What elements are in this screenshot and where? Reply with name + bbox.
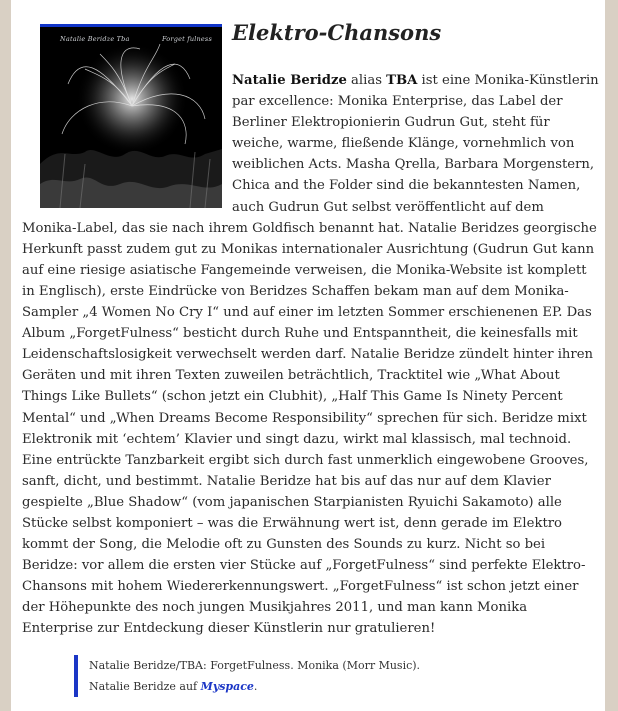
article-title: Elektro-Chansons [232,20,442,45]
myspace-link[interactable]: Myspace [200,680,254,693]
body-text-2: ist eine Monika-Künstlerin par excellence: Monika Enterprise, das Label der Berliner Elektropionierin Gudrun Gut, steht für weiche, warme, fließende Klänge, vornehmlich von weiblichen Acts. Masha Qrella, Barbara Morgenstern, Chica and the Folder sind die bekanntesten Namen, auch Gudrun Gut selbst veröffentlicht auf dem Monika-Label, das sie nach ihrem Goldfisch benannt hat. Natalie Beridzes georgische Herkunft passt zudem gut zu Monikas internationaler Ausrichtung (Gudrun Gut kann auf eine riesige asiatische Fangemeinde verweisen, die Monika-Website ist komplett in Englisch), erste Eindrücke von Beridzes Schaffen bekam man auf dem Monika-Sampler „4 Women No Cry I“ und auf einer im letzten Sommer erschienenen EP. Das Album „ForgetFulness“ besticht durch Ruhe und Entspanntheit, die keinesfalls mit Leidenschaftslosigkeit verwechselt werden darf. Natalie Beridze zündelt hinter ihren Geräten und mit ihren Texten zuweilen beträchtlich, Tracktitel wie „What About Things Like Bullets“ (schon jetzt ein Clubhit), „Half This Game Is Ninety Percent Mental“ und „When Dreams Become Responsibility“ sprechen für sich. Beridze mixt Elektronik mit ‘echtem’ Klavier und singt dazu, wirkt mal klassisch, mal technoid. Eine entrückte Tanzbarkeit ergibt sich durch fast unmerklich eingewobene Grooves, sanft, dicht, und bestimmt. Natalie Beridze hat bis auf das nur auf dem Klavier gespielte „Blue Shadow“ (vom japanischen Starpianisten Ryuichi Sakamoto) alle Stücke selbst komponiert – was die Erwähnung wert ist, denn gerade im Elektro kommt der Song, die Melodie oft zu Gunsten des Sounds zu kurz. Nicht so bei Beridze: vor allem die ersten vier Stücke auf „ForgetFulness“ sind perfekte Elektro-Chansons mit hohem Wiedererkennungswert. „ForgetFulness“ ist schon jetzt einer der Höhepunkte des noch jungen Musikjahres 2011, und man kann Monika Enterprise zur Entdeckung dieser Künstlerin nur gratulieren! [22,73,599,637]
cover-title-text [60,35,212,43]
myspace-suffix: . [253,680,258,693]
artist-name-bold: Natalie Beridze [232,73,347,88]
cover-artist: Natalie Beridze Tba [60,35,130,43]
body-text-1: alias [346,73,387,88]
myspace-prefix: Natalie Beridze auf [89,680,201,693]
cover-spacer [22,70,232,213]
alias-bold: TBA [386,73,418,88]
article-page [11,0,605,711]
cover-album: Forget fulness [161,35,212,43]
myspace-line [89,676,549,697]
release-info-line: Natalie Beridze/TBA: ForgetFulness. Monika (Morr Music). [89,659,421,672]
release-info-note [74,655,549,697]
article-body [22,70,600,640]
